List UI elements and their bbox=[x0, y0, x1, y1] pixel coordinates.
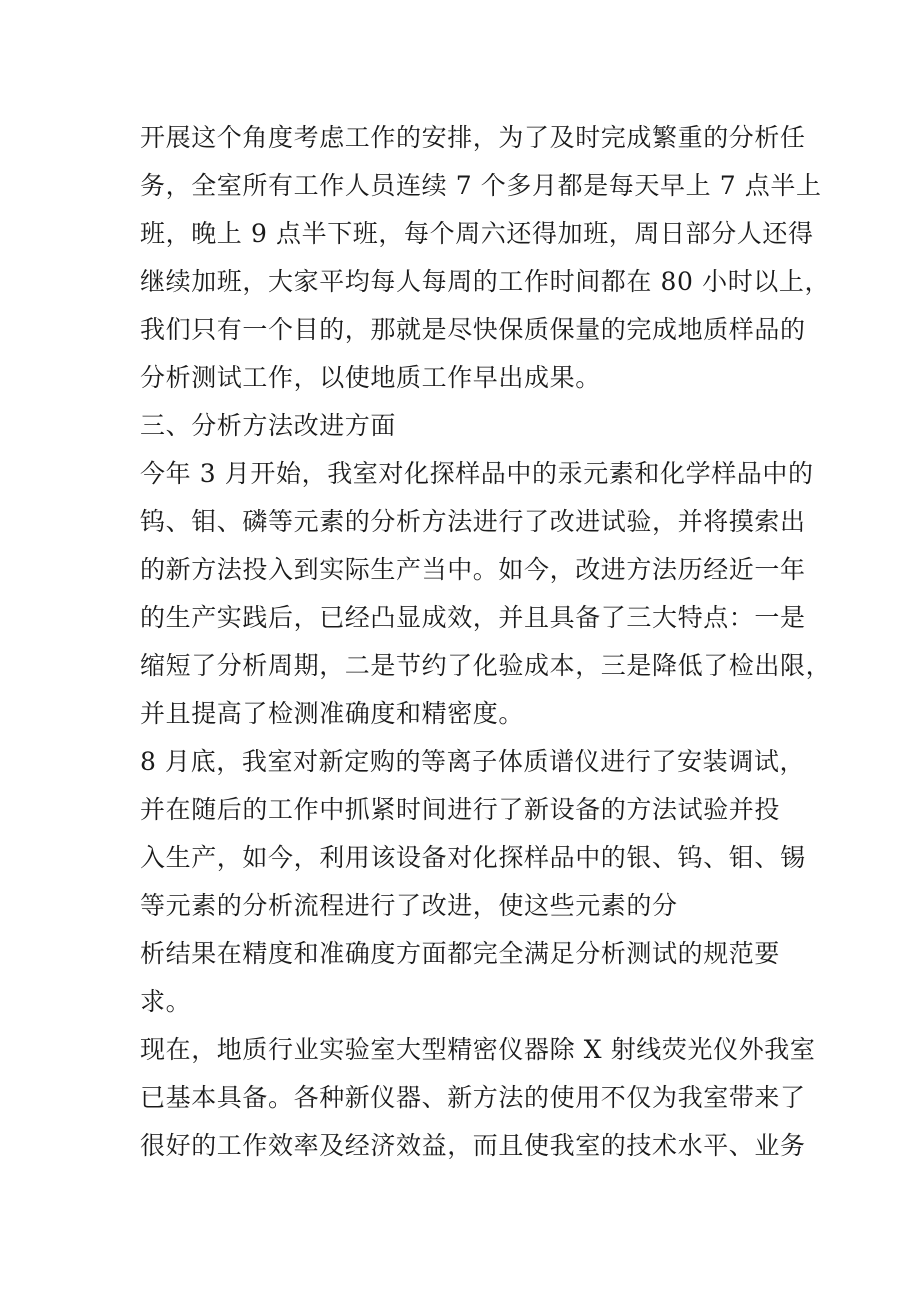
text-line: 现在，地质行业实验室大型精密仪器除 X 射线荧光仪外我室 bbox=[140, 1035, 816, 1064]
text-line: 并在随后的工作中抓紧时间进行了新设备的方法试验并投 bbox=[140, 795, 781, 824]
text-line: 班，晚上 9 点半下班，每个周六还得加班，周日部分人还得 bbox=[140, 219, 814, 248]
text-line: 开展这个角度考虑工作的安排，为了及时完成繁重的分析任 bbox=[140, 123, 806, 152]
text-line: 今年 3 月开始，我室对化探样品中的汞元素和化学样品中的 bbox=[140, 459, 814, 488]
text-line: 钨、钼、磷等元素的分析方法进行了改进试验，并将摸索出 bbox=[140, 507, 806, 536]
text-line: 继续加班，大家平均每人每周的工作时间都在 80 小时以上， bbox=[140, 267, 831, 296]
text-line: 等元素的分析流程进行了改进，使这些元素的分 bbox=[140, 891, 678, 920]
text-line: 分析测试工作，以使地质工作早出成果。 bbox=[140, 363, 601, 392]
text-line: 缩短了分析周期，二是节约了化验成本，三是降低了检出限， bbox=[140, 651, 832, 680]
text-line: 我们只有一个目的，那就是尽快保质保量的完成地质样品的 bbox=[140, 315, 806, 344]
body-text bbox=[140, 114, 832, 1170]
text-line: 已基本具备。各种新仪器、新方法的使用不仅为我室带来了 bbox=[140, 1083, 806, 1112]
section-heading: 三、分析方法改进方面 bbox=[140, 411, 397, 440]
text-line: 很好的工作效率及经济效益，而且使我室的技术水平、业务 bbox=[140, 1131, 806, 1160]
text-line: 析结果在精度和准确度方面都完全满足分析测试的规范要 bbox=[140, 939, 781, 968]
text-line: 入生产，如今，利用该设备对化探样品中的银、钨、钼、锡 bbox=[140, 843, 806, 872]
text-line: 求。 bbox=[140, 987, 192, 1016]
text-line: 8 月底，我室对新定购的等离子体质谱仪进行了安装调试， bbox=[140, 747, 806, 776]
text-line: 的生产实践后，已经凸显成效，并且具备了三大特点：一是 bbox=[140, 603, 806, 632]
text-line: 的新方法投入到实际生产当中。如今，改进方法历经近一年 bbox=[140, 555, 806, 584]
text-line: 务，全室所有工作人员连续 7 个多月都是每天早上 7 点半上 bbox=[140, 171, 822, 200]
text-line: 并且提高了检测准确度和精密度。 bbox=[140, 699, 525, 728]
